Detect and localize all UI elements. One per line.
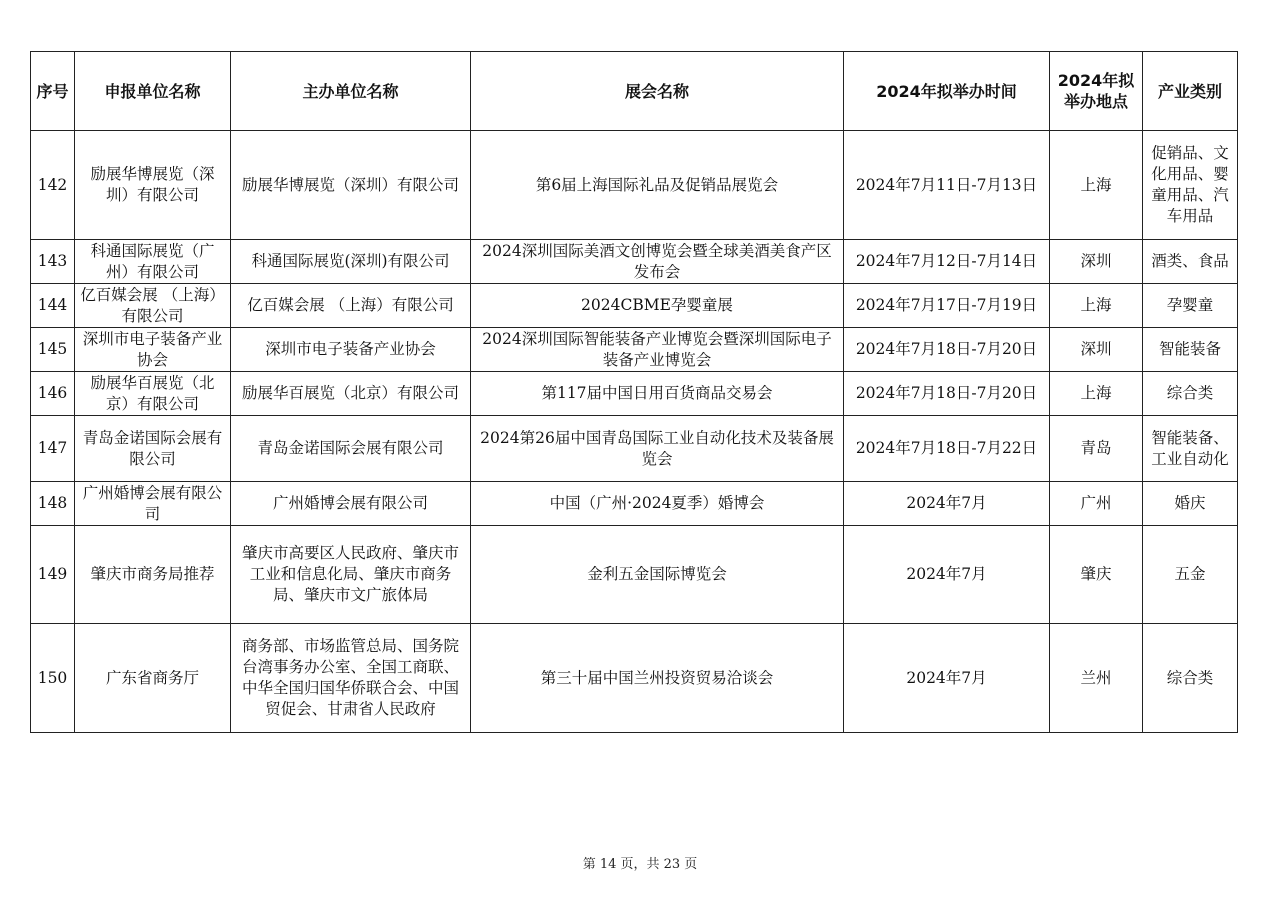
row-exhibition: 第6届上海国际礼品及促销品展览会 (471, 131, 844, 240)
row-time: 2024年7月17日-7月19日 (844, 284, 1050, 328)
row-location: 深圳 (1050, 240, 1143, 284)
row-time: 2024年7月18日-7月20日 (844, 328, 1050, 372)
table-row (31, 131, 1238, 240)
row-applicant: 广州婚博会展有限公司 (75, 482, 231, 526)
row-category: 综合类 (1143, 624, 1238, 733)
header-exhibition: 展会名称 (471, 52, 844, 131)
row-applicant: 青岛金诺国际会展有限公司 (75, 416, 231, 482)
row-no: 144 (31, 284, 75, 328)
exhibition-table (30, 51, 1238, 733)
row-time: 2024年7月11日-7月13日 (844, 131, 1050, 240)
row-no: 146 (31, 372, 75, 416)
row-no: 142 (31, 131, 75, 240)
row-no: 150 (31, 624, 75, 733)
header-location: 2024年拟举办地点 (1050, 52, 1143, 131)
table-row (31, 284, 1238, 328)
row-category: 酒类、食品 (1143, 240, 1238, 284)
row-time: 2024年7月 (844, 526, 1050, 624)
row-time: 2024年7月12日-7月14日 (844, 240, 1050, 284)
row-applicant: 广东省商务厅 (75, 624, 231, 733)
row-time: 2024年7月18日-7月20日 (844, 372, 1050, 416)
row-organizer: 商务部、市场监管总局、国务院台湾事务办公室、全国工商联、中华全国归国华侨联合会、中国贸促会、甘肃省人民政府 (231, 624, 471, 733)
header-no: 序号 (31, 52, 75, 131)
header-organizer: 主办单位名称 (231, 52, 471, 131)
row-location: 青岛 (1050, 416, 1143, 482)
row-category: 智能装备 (1143, 328, 1238, 372)
row-exhibition: 2024深圳国际美酒文创博览会暨全球美酒美食产区发布会 (471, 240, 844, 284)
row-applicant: 亿百媒会展 （上海）有限公司 (75, 284, 231, 328)
row-category: 促销品、文化用品、婴童用品、汽车用品 (1143, 131, 1238, 240)
row-category: 智能装备、工业自动化 (1143, 416, 1238, 482)
row-category: 五金 (1143, 526, 1238, 624)
row-location: 上海 (1050, 284, 1143, 328)
row-location: 肇庆 (1050, 526, 1143, 624)
row-organizer: 肇庆市高要区人民政府、肇庆市工业和信息化局、肇庆市商务局、肇庆市文广旅体局 (231, 526, 471, 624)
header-time: 2024年拟举办时间 (844, 52, 1050, 131)
row-location: 广州 (1050, 482, 1143, 526)
row-category: 综合类 (1143, 372, 1238, 416)
row-applicant: 励展华百展览（北京）有限公司 (75, 372, 231, 416)
row-organizer: 广州婚博会展有限公司 (231, 482, 471, 526)
row-no: 145 (31, 328, 75, 372)
row-exhibition: 第117届中国日用百货商品交易会 (471, 372, 844, 416)
exhibition-list-sheet (30, 51, 1237, 733)
table-row (31, 328, 1238, 372)
row-location: 深圳 (1050, 328, 1143, 372)
table-row (31, 624, 1238, 733)
row-location: 兰州 (1050, 624, 1143, 733)
row-no: 149 (31, 526, 75, 624)
row-applicant: 科通国际展览（广州）有限公司 (75, 240, 231, 284)
row-exhibition: 2024CBME孕婴童展 (471, 284, 844, 328)
table-header-row (31, 52, 1238, 131)
row-applicant: 肇庆市商务局推荐 (75, 526, 231, 624)
row-exhibition: 金利五金国际博览会 (471, 526, 844, 624)
row-organizer: 深圳市电子装备产业协会 (231, 328, 471, 372)
row-no: 147 (31, 416, 75, 482)
row-location: 上海 (1050, 372, 1143, 416)
row-no: 148 (31, 482, 75, 526)
row-time: 2024年7月 (844, 624, 1050, 733)
row-no: 143 (31, 240, 75, 284)
row-exhibition: 2024深圳国际智能装备产业博览会暨深圳国际电子装备产业博览会 (471, 328, 844, 372)
row-applicant: 励展华博展览（深圳）有限公司 (75, 131, 231, 240)
row-time: 2024年7月 (844, 482, 1050, 526)
table-row (31, 240, 1238, 284)
row-organizer: 励展华百展览（北京）有限公司 (231, 372, 471, 416)
row-organizer: 青岛金诺国际会展有限公司 (231, 416, 471, 482)
row-category: 婚庆 (1143, 482, 1238, 526)
row-exhibition: 2024第26届中国青岛国际工业自动化技术及装备展览会 (471, 416, 844, 482)
row-applicant: 深圳市电子装备产业协会 (75, 328, 231, 372)
table-row (31, 372, 1238, 416)
header-category: 产业类别 (1143, 52, 1238, 131)
row-organizer: 励展华博展览（深圳）有限公司 (231, 131, 471, 240)
row-time: 2024年7月18日-7月22日 (844, 416, 1050, 482)
row-organizer: 亿百媒会展 （上海）有限公司 (231, 284, 471, 328)
table-row (31, 526, 1238, 624)
row-organizer: 科通国际展览(深圳)有限公司 (231, 240, 471, 284)
page-footer: 第 14 页，共 23 页 (582, 857, 698, 872)
row-exhibition: 第三十届中国兰州投资贸易洽谈会 (471, 624, 844, 733)
row-location: 上海 (1050, 131, 1143, 240)
row-category: 孕婴童 (1143, 284, 1238, 328)
table-row (31, 416, 1238, 482)
header-applicant: 申报单位名称 (75, 52, 231, 131)
table-row (31, 482, 1238, 526)
row-exhibition: 中国（广州·2024夏季）婚博会 (471, 482, 844, 526)
